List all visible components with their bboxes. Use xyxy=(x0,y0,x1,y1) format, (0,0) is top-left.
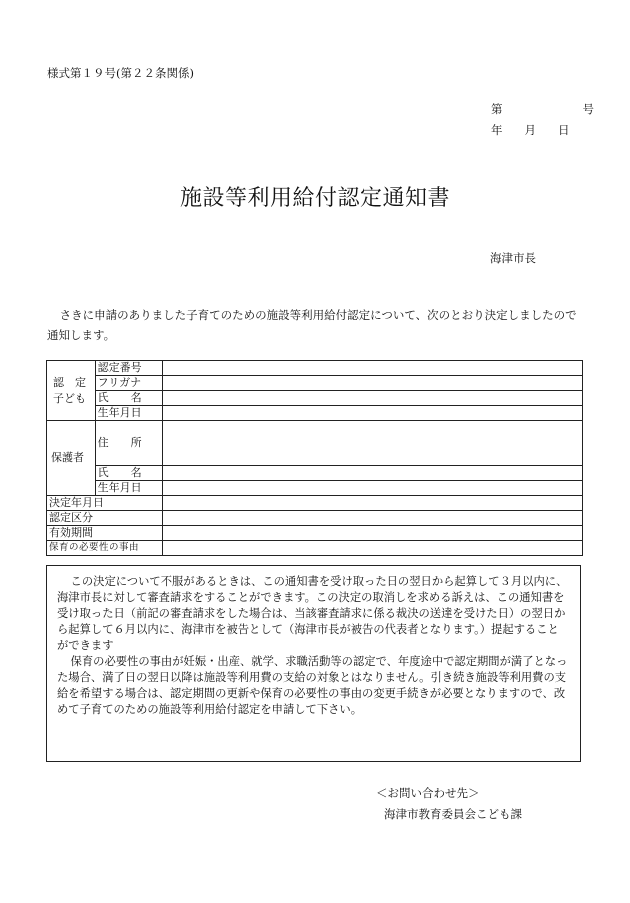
doc-no-prefix: 第 xyxy=(491,102,503,116)
row-label: 生年月日 xyxy=(95,406,162,421)
row-label: フリガナ xyxy=(95,376,162,391)
date-year: 年 xyxy=(491,123,503,137)
guardian-category-text: 保護者 xyxy=(51,451,84,464)
table-row xyxy=(47,511,583,526)
contact-department: 海津市教育委員会こども課 xyxy=(384,807,522,821)
guardian-category xyxy=(47,421,96,496)
child-category-line1: 認 定 xyxy=(53,375,86,389)
row-label: 保育の必要性の事由 xyxy=(47,541,163,556)
child-birthdate-value xyxy=(163,406,583,421)
expiry-note: 保育の必要性の事由が妊娠・出産、就学、求職活動等の認定で、年度途中で認定期間が満了となった場合、満了日の翌日以降は施設等利用費の支給の対象とはなりません。引き続き施設等利用費の支給を希望する場合は、認定期間の更新や保育の必要性の事由の変更手続きが必要となりますので、改めて子育てのための施設等利用給付認定を申請して下さい。 xyxy=(57,655,568,716)
table-row xyxy=(47,496,583,511)
furigana-value xyxy=(163,376,583,391)
contact-label: ＜お問い合わせ先＞ xyxy=(376,786,480,800)
issuer: 海津市長 xyxy=(490,251,536,265)
guardian-name-value xyxy=(163,466,583,481)
necessity-reason-value xyxy=(163,541,583,556)
row-label: 氏 名 xyxy=(95,391,162,406)
cert-category-value xyxy=(163,511,583,526)
guardian-birthdate-value xyxy=(163,481,583,496)
certification-table xyxy=(46,360,583,556)
table-row xyxy=(47,406,583,421)
notice-box xyxy=(46,565,581,762)
child-category-line2: 子ども xyxy=(53,391,86,405)
table-row xyxy=(47,466,583,481)
date-month: 月 xyxy=(524,123,536,137)
row-label: 有効期間 xyxy=(47,526,163,541)
child-category xyxy=(47,361,96,421)
intro-text: さきに申請のありました子育てのための施設等利用給付認定について、次のとおり決定しましたので通知します。 xyxy=(47,308,577,342)
child-name-value xyxy=(163,391,583,406)
decision-date-value xyxy=(163,496,583,511)
table-row xyxy=(47,361,583,376)
appeal-note: この決定について不服があるときは、この通知書を受け取った日の翌日から起算して３月以内に、海津市長に対して審査請求をすることができます。この決定の取消しを求める訴えは、この通知書を受け取った日（前記の審査請求をした場合は、当該審査請求に係る裁決の送達を受けた日）の翌日から起算して６月以内に、海津市を被告として（海津市長が被告の代表者となります。）提起することができます xyxy=(57,575,568,652)
table-row xyxy=(47,391,583,406)
document-date xyxy=(491,122,570,138)
cert-number-value xyxy=(163,361,583,376)
table-row xyxy=(47,526,583,541)
table-row xyxy=(47,376,583,391)
row-label: 決定年月日 xyxy=(47,496,163,511)
table-row xyxy=(47,481,583,496)
form-number: 様式第１９号(第２２条関係) xyxy=(47,66,194,80)
row-label: 住 所 xyxy=(95,421,162,466)
address-value xyxy=(163,421,583,466)
validity-period-value xyxy=(163,526,583,541)
doc-no-suffix: 号 xyxy=(582,102,594,116)
document-number xyxy=(491,101,594,117)
page-title: 施設等利用給付認定通知書 xyxy=(179,186,450,211)
row-label: 生年月日 xyxy=(95,481,162,496)
date-day: 日 xyxy=(558,123,570,137)
row-label: 認定番号 xyxy=(95,361,162,376)
row-label: 氏 名 xyxy=(95,466,162,481)
row-label: 認定区分 xyxy=(47,511,163,526)
table-row xyxy=(47,541,583,556)
table-row xyxy=(47,421,583,466)
